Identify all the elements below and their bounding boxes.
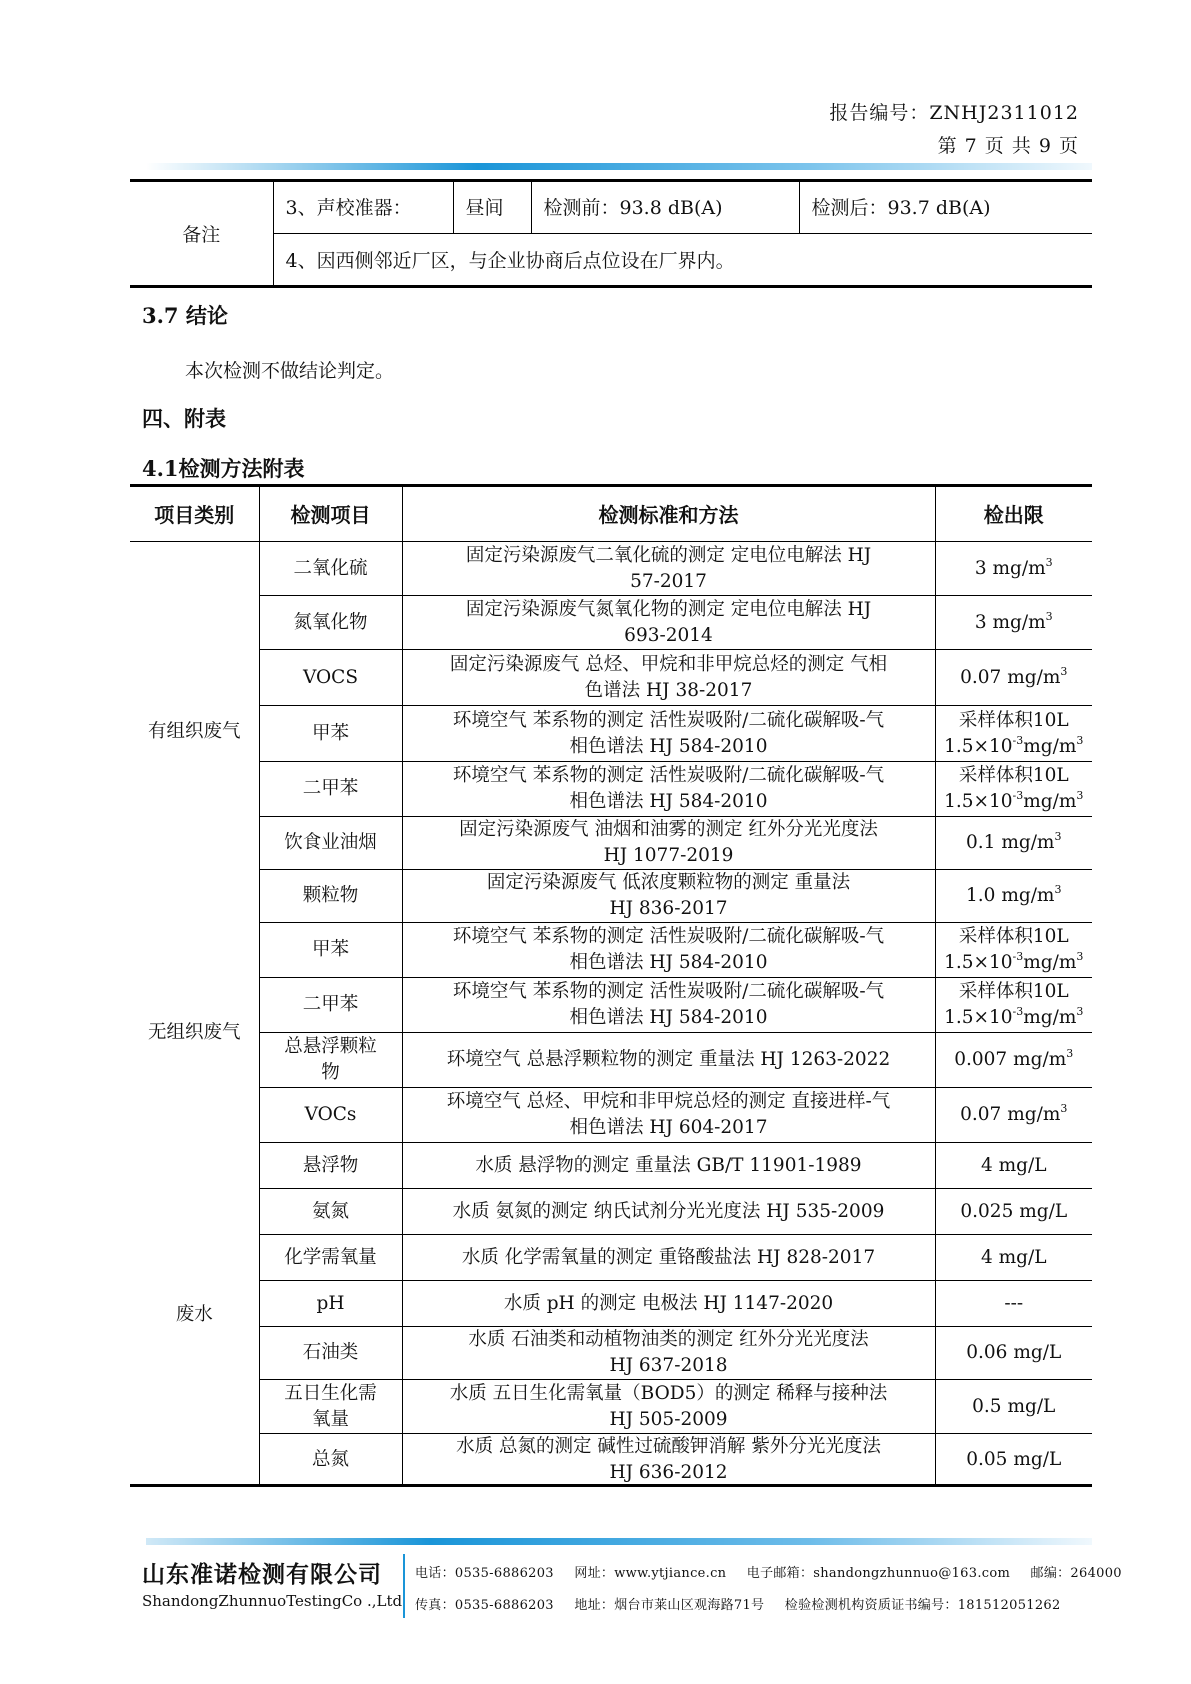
remark-period: 昼间 bbox=[453, 181, 531, 233]
method-line: HJ 505-2009 bbox=[609, 1408, 728, 1430]
footer-line-2 bbox=[415, 1594, 1077, 1613]
table-row bbox=[130, 1327, 1092, 1380]
limit-base: 1.5×10 bbox=[944, 1007, 1013, 1028]
method-line: HJ 836-2017 bbox=[609, 898, 728, 919]
method-line: 相色谱法 HJ 584-2010 bbox=[569, 1007, 768, 1028]
category-cell: 无组织废气 bbox=[130, 923, 259, 1143]
category-cell: 有组织废气 bbox=[130, 542, 259, 923]
limit-cell bbox=[935, 1033, 1092, 1088]
limit-cell bbox=[935, 978, 1092, 1033]
method-line: 相色谱法 HJ 584-2010 bbox=[569, 791, 768, 812]
limit-value: 0.07 mg/m bbox=[960, 666, 1061, 688]
method-cell bbox=[402, 706, 935, 762]
table-row bbox=[130, 762, 1092, 817]
limit-exponent: -3 bbox=[1012, 789, 1024, 802]
table-row bbox=[130, 706, 1092, 762]
method-line: HJ 636-2012 bbox=[609, 1462, 728, 1483]
limit-volume: 采样体积10L bbox=[958, 981, 1069, 1002]
footer-fax: 传真：0535-6886203 bbox=[415, 1598, 554, 1613]
limit-value: 3 mg/m bbox=[974, 557, 1046, 579]
item-line: 氧量 bbox=[311, 1408, 349, 1430]
table-row bbox=[130, 1143, 1092, 1189]
method-cell bbox=[402, 817, 935, 870]
item-line: 总悬浮颗粒 bbox=[284, 1036, 377, 1057]
limit-value bbox=[936, 950, 1093, 976]
remark-after: 检测后：93.7 dB(A) bbox=[799, 181, 1092, 233]
limit-value: 0.07 mg/m bbox=[960, 1104, 1061, 1125]
method-line: 色谱法 HJ 38-2017 bbox=[584, 679, 753, 701]
method-cell bbox=[402, 1327, 935, 1380]
item-cell: 总氮 bbox=[259, 1434, 402, 1487]
limit-unit-exponent: 3 bbox=[1076, 950, 1084, 963]
table-row bbox=[130, 870, 1092, 923]
appendix-heading: 四、附表 bbox=[142, 406, 226, 431]
table-row bbox=[130, 817, 1092, 870]
item-cell: 悬浮物 bbox=[259, 1143, 402, 1189]
item-cell: 二氧化硫 bbox=[259, 542, 402, 596]
remarks-label: 备注 bbox=[130, 181, 273, 285]
limit-value bbox=[936, 734, 1093, 760]
limit-value: 0.007 mg/m bbox=[954, 1049, 1067, 1070]
methods-subheading: 4.1检测方法附表 bbox=[142, 456, 305, 481]
table-row bbox=[130, 596, 1092, 650]
method-cell bbox=[402, 1380, 935, 1434]
limit-unit-exponent: 3 bbox=[1054, 883, 1062, 896]
method-cell bbox=[402, 923, 935, 978]
limit-cell bbox=[935, 1088, 1092, 1143]
method-line: 固定污染源废气 低浓度颗粒物的测定 重量法 bbox=[486, 872, 851, 893]
limit-cell: 0.06 mg/L bbox=[935, 1327, 1092, 1380]
method-line: HJ 637-2018 bbox=[609, 1355, 728, 1376]
item-cell: 氮氧化物 bbox=[259, 596, 402, 650]
method-line: 固定污染源废气氮氧化物的测定 定电位电解法 HJ bbox=[465, 598, 872, 620]
item-cell: pH bbox=[259, 1281, 402, 1327]
method-line: 水质 石油类和动植物油类的测定 红外分光光度法 bbox=[468, 1329, 869, 1350]
col-header-method: 检测标准和方法 bbox=[402, 486, 935, 542]
method-line: 水质 化学需氧量的测定 重铬酸盐法 HJ 828-2017 bbox=[461, 1246, 876, 1268]
method-line: 水质 五日生化需氧量（BOD5）的测定 稀释与接种法 bbox=[449, 1382, 888, 1404]
table-row bbox=[130, 1281, 1092, 1327]
category-cell: 废水 bbox=[130, 1143, 259, 1487]
limit-unit: mg/m bbox=[1023, 791, 1077, 812]
item-cell: 氨氮 bbox=[259, 1189, 402, 1235]
limit-base: 1.5×10 bbox=[944, 952, 1013, 973]
method-line: 环境空气 总悬浮颗粒物的测定 重量法 HJ 1263-2022 bbox=[446, 1049, 891, 1070]
limit-cell: 0.5 mg/L bbox=[935, 1380, 1092, 1434]
method-line: 固定污染源废气二氧化硫的测定 定电位电解法 HJ bbox=[465, 544, 872, 566]
remarks-bottom-rule bbox=[130, 285, 1092, 288]
col-header-item: 检测项目 bbox=[259, 486, 402, 542]
remarks-table bbox=[130, 181, 1092, 285]
limit-cell bbox=[935, 596, 1092, 650]
footer-accent-bar bbox=[146, 1538, 1092, 1545]
method-cell bbox=[402, 1434, 935, 1487]
method-cell bbox=[402, 650, 935, 706]
remark-calibrator: 3、声校准器： bbox=[273, 181, 453, 233]
item-cell bbox=[259, 1380, 402, 1434]
limit-cell bbox=[935, 817, 1092, 870]
method-cell bbox=[402, 1088, 935, 1143]
limit-cell bbox=[935, 650, 1092, 706]
header-accent-bar bbox=[146, 163, 1092, 170]
limit-cell: 0.025 mg/L bbox=[935, 1189, 1092, 1235]
conclusion-heading: 3.7 结论 bbox=[142, 303, 228, 328]
item-cell: 甲苯 bbox=[259, 706, 402, 762]
limit-cell bbox=[935, 762, 1092, 817]
limit-cell: 0.05 mg/L bbox=[935, 1434, 1092, 1487]
limit-unit: mg/m bbox=[1023, 735, 1077, 757]
table-row bbox=[130, 1434, 1092, 1487]
method-line: 固定污染源废气 油烟和油雾的测定 红外分光光度法 bbox=[459, 819, 878, 840]
method-line: 相色谱法 HJ 604-2017 bbox=[569, 1117, 768, 1138]
limit-cell bbox=[935, 706, 1092, 762]
method-cell bbox=[402, 1235, 935, 1281]
report-number: 报告编号：ZNHJ2311012 bbox=[829, 102, 1079, 124]
col-header-category: 项目类别 bbox=[130, 486, 259, 542]
limit-base: 1.5×10 bbox=[944, 791, 1013, 812]
limit-unit-exponent: 3 bbox=[1066, 1047, 1074, 1060]
limit-unit-exponent: 3 bbox=[1045, 555, 1053, 569]
method-line: 环境空气 总烃、甲烷和非甲烷总烃的测定 直接进样-气 bbox=[446, 1091, 891, 1112]
limit-cell bbox=[935, 870, 1092, 923]
footer-line-1 bbox=[415, 1562, 1138, 1581]
limit-unit-exponent: 3 bbox=[1076, 789, 1084, 802]
footer-cert: 检验检测机构资质证书编号：181512051262 bbox=[784, 1598, 1061, 1613]
limit-value bbox=[936, 789, 1093, 815]
method-cell bbox=[402, 870, 935, 923]
table-row bbox=[130, 1189, 1092, 1235]
limit-cell bbox=[935, 923, 1092, 978]
limit-unit: mg/m bbox=[1023, 952, 1077, 973]
limit-unit-exponent: 3 bbox=[1054, 830, 1062, 843]
footer-website: 网址：www.ytjiance.cn bbox=[574, 1566, 727, 1581]
col-header-limit: 检出限 bbox=[935, 486, 1092, 542]
method-line: 环境空气 苯系物的测定 活性炭吸附/二硫化碳解吸-气 bbox=[452, 709, 885, 731]
method-line: HJ 1077-2019 bbox=[603, 845, 734, 866]
method-line: 相色谱法 HJ 584-2010 bbox=[569, 952, 768, 973]
method-line: 环境空气 苯系物的测定 活性炭吸附/二硫化碳解吸-气 bbox=[452, 765, 885, 786]
item-cell: 石油类 bbox=[259, 1327, 402, 1380]
limit-volume: 采样体积10L bbox=[958, 765, 1069, 786]
limit-cell bbox=[935, 542, 1092, 596]
table-row bbox=[130, 978, 1092, 1033]
method-line: 水质 氨氮的测定 纳氏试剂分光光度法 HJ 535-2009 bbox=[452, 1200, 885, 1222]
footer-address: 地址：烟台市莱山区观海路71号 bbox=[574, 1598, 765, 1613]
method-line: 固定污染源废气 总烃、甲烷和非甲烷总烃的测定 气相 bbox=[449, 653, 888, 675]
table-row bbox=[130, 1380, 1092, 1434]
remark-before: 检测前：93.8 dB(A) bbox=[531, 181, 799, 233]
limit-base: 1.5×10 bbox=[944, 735, 1013, 757]
method-cell bbox=[402, 762, 935, 817]
methods-bottom-rule bbox=[130, 1484, 1092, 1487]
method-cell bbox=[402, 596, 935, 650]
limit-cell: --- bbox=[935, 1281, 1092, 1327]
limit-exponent: -3 bbox=[1012, 733, 1024, 747]
method-line: 环境空气 苯系物的测定 活性炭吸附/二硫化碳解吸-气 bbox=[452, 926, 885, 947]
table-row bbox=[130, 542, 1092, 596]
method-cell bbox=[402, 978, 935, 1033]
item-line: 五日生化需 bbox=[284, 1382, 377, 1404]
table-row bbox=[130, 923, 1092, 978]
method-cell bbox=[402, 1143, 935, 1189]
limit-cell: 4 mg/L bbox=[935, 1235, 1092, 1281]
item-line: 物 bbox=[321, 1062, 340, 1083]
table-row bbox=[130, 1033, 1092, 1088]
method-line: 相色谱法 HJ 584-2010 bbox=[569, 735, 768, 757]
method-line: 水质 悬浮物的测定 重量法 GB/T 11901-1989 bbox=[475, 1154, 862, 1176]
limit-unit-exponent: 3 bbox=[1076, 1005, 1084, 1018]
limit-value: 1.0 mg/m bbox=[966, 885, 1055, 906]
limit-unit-exponent: 3 bbox=[1045, 609, 1053, 623]
method-cell bbox=[402, 1189, 935, 1235]
footer-divider bbox=[403, 1554, 405, 1618]
item-cell: 饮食业油烟 bbox=[259, 817, 402, 870]
method-cell bbox=[402, 542, 935, 596]
table-row bbox=[130, 1088, 1092, 1143]
methods-table bbox=[130, 486, 1092, 1487]
company-name-en: ShandongZhunnuoTestingCo .,Ltd bbox=[142, 1592, 403, 1610]
item-cell: 颗粒物 bbox=[259, 870, 402, 923]
item-cell: 二甲苯 bbox=[259, 978, 402, 1033]
limit-value: 0.1 mg/m bbox=[966, 832, 1055, 853]
item-cell: VOCs bbox=[259, 1088, 402, 1143]
method-cell bbox=[402, 1033, 935, 1088]
company-name-cn: 山东准诺检测有限公司 bbox=[142, 1562, 382, 1588]
limit-exponent: -3 bbox=[1012, 950, 1024, 963]
method-line: 水质 总氮的测定 碱性过硫酸钾消解 紫外分光光度法 bbox=[456, 1436, 881, 1457]
item-cell bbox=[259, 1033, 402, 1088]
limit-volume: 采样体积10L bbox=[958, 709, 1069, 731]
limit-exponent: -3 bbox=[1012, 1005, 1024, 1018]
item-cell: 甲苯 bbox=[259, 923, 402, 978]
item-cell: VOCS bbox=[259, 650, 402, 706]
limit-unit: mg/m bbox=[1023, 1007, 1077, 1028]
limit-unit-exponent: 3 bbox=[1060, 664, 1068, 678]
page-number: 第 7 页 共 9 页 bbox=[937, 135, 1079, 157]
remark-note: 4、因西侧邻近厂区，与企业协商后点位设在厂界内。 bbox=[285, 249, 735, 272]
footer-phone: 电话：0535-6886203 bbox=[415, 1566, 554, 1581]
limit-value bbox=[936, 1005, 1093, 1031]
limit-unit-exponent: 3 bbox=[1076, 733, 1084, 747]
limit-value: 3 mg/m bbox=[974, 611, 1046, 633]
conclusion-text: 本次检测不做结论判定。 bbox=[185, 360, 395, 382]
table-row bbox=[130, 650, 1092, 706]
item-cell: 二甲苯 bbox=[259, 762, 402, 817]
method-cell bbox=[402, 1281, 935, 1327]
method-line: 水质 pH 的测定 电极法 HJ 1147-2020 bbox=[503, 1292, 834, 1314]
method-line: 693-2014 bbox=[624, 624, 713, 646]
method-line: 环境空气 苯系物的测定 活性炭吸附/二硫化碳解吸-气 bbox=[452, 981, 885, 1002]
table-row bbox=[130, 1235, 1092, 1281]
limit-unit-exponent: 3 bbox=[1060, 1102, 1068, 1115]
item-cell: 化学需氧量 bbox=[259, 1235, 402, 1281]
footer-postcode: 邮编：264000 bbox=[1030, 1566, 1122, 1581]
footer-email: 电子邮箱：shandongzhunnuo@163.com bbox=[746, 1566, 1011, 1581]
method-line: 57-2017 bbox=[630, 570, 707, 592]
limit-cell: 4 mg/L bbox=[935, 1143, 1092, 1189]
limit-volume: 采样体积10L bbox=[958, 926, 1069, 947]
